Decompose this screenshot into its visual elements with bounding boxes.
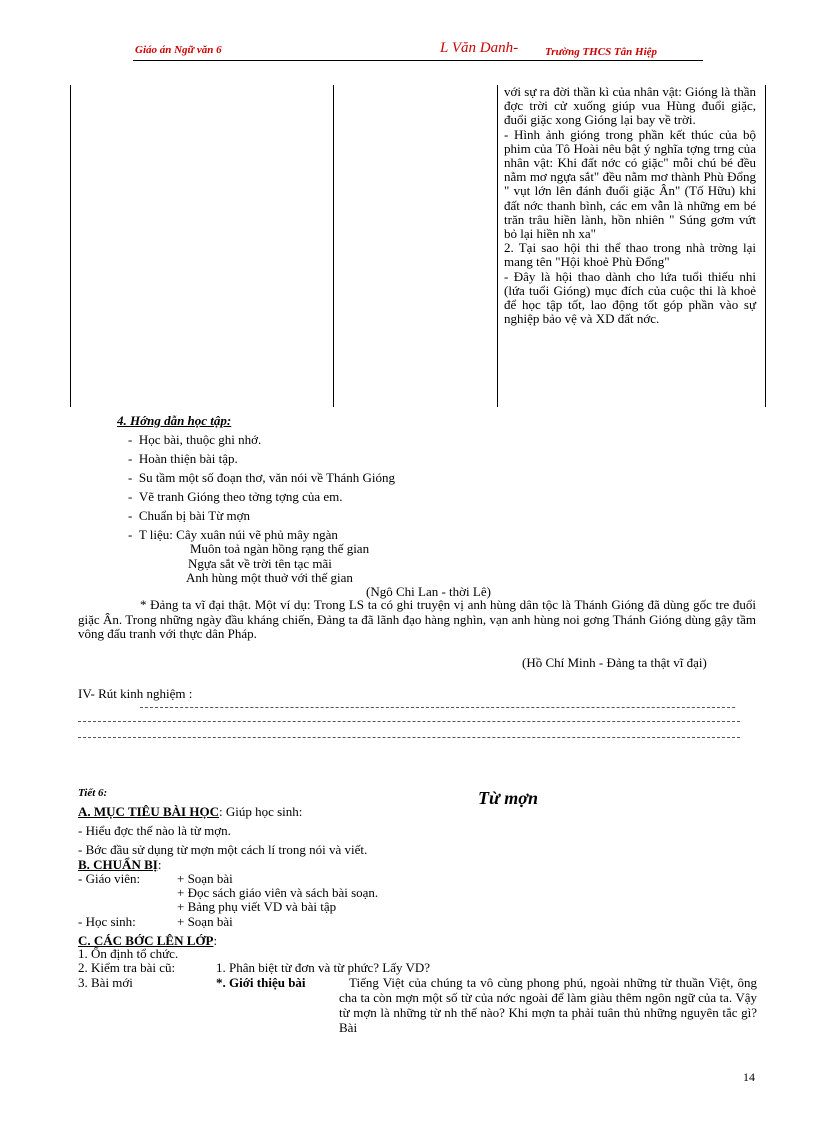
dashed-line — [140, 707, 735, 708]
table-border-left — [70, 85, 71, 407]
list-item: - Học bài, thuộc ghi nhớ. — [128, 432, 262, 447]
teacher-item: + Đọc sách giáo viên và sách bài soạn. — [177, 885, 379, 900]
cell-paragraph: - Hình ảnh gióng trong phần kết thúc của bộ phim của Tô Hoài nêu bật ý nghĩa tợng trng của nhân vật: Khi đất nớc có giặc" mỗi chú bé đều nằm mơ ngựa sắt" đều nằm mơ thành Phù Đổng " vụt lớn lên đánh đuổi giặc Ân" (Tố Hữu) khi đất nớc thanh bình, các em vẫn là những em bé trăn trâu hiền lành, hồn nhiên " Súng gơm vứt bỏ lại hiền nh xa" — [504, 126, 756, 242]
cell-paragraph: 2. Tại sao hội thi thể thao trong nhà trờng lại mang tên "Hội khoẻ Phù Đổng" — [504, 240, 756, 270]
huong-dan-title: 4. Hớng dẫn học tập: — [117, 413, 232, 428]
list-item: - Hoàn thiện bài tập. — [128, 451, 238, 466]
list-item: - Su tầm một số đoạn thơ, văn nói về Thánh Gióng — [128, 470, 395, 485]
quote-source: (Hồ Chí Minh - Đảng ta thật vĩ đại) — [522, 655, 707, 670]
objective-item: - Bớc đầu sử dụng từ mợn một cách lí trong nói và viết. — [78, 842, 368, 857]
dashed-line — [78, 737, 740, 738]
teacher-item: + Soạn bài — [177, 871, 233, 886]
section-b-heading: B. CHUẨN BỊ: — [78, 857, 162, 872]
cell-paragraph: với sự ra đời thần kì của nhân vật: Gióng là thần đợc trời cử xuống giúp vua Hùng đuổi giặc, đuổi giặc xong Gióng lại bay về trời. — [504, 84, 756, 128]
page-number: 14 — [743, 1070, 755, 1084]
header-divider — [133, 60, 703, 61]
section-c-heading: C. CÁC BỚC LÊN LỚP: — [78, 933, 218, 948]
lesson-title: Từ mợn — [478, 788, 538, 808]
table-border-mid — [333, 85, 334, 407]
teacher-item: + Bảng phụ viết VD và bài tập — [177, 899, 337, 914]
student-label: - Học sinh: — [78, 914, 136, 929]
list-item: - Chuẩn bị bài Từ mợn — [128, 508, 251, 523]
huong-dan-list — [128, 432, 748, 543]
quote-paragraph: * Đảng ta vĩ đại thật. Một ví dụ: Trong LS ta có ghi truyện vị anh hùng dân tộc là Thánh Gióng đã dùng gốc tre đuổi giặc Ân. Trong những ngày đầu kháng chiến, Đảng ta đã lãnh đạo hàng nghìn, vạn anh hùng noi gơng Thánh Gióng dùng gậy tầm vông đấu tranh với thực dân Pháp. — [78, 597, 756, 641]
student-item: + Soạn bài — [177, 914, 233, 929]
table-border-right — [765, 85, 766, 407]
poem-source: (Ngô Chi Lan - thời Lê) — [366, 584, 491, 599]
cell-paragraph: - Đây là hội thao dành cho lứa tuổi thiếu nhi (lứa tuổi Gióng) mục đích của cuộc thi là khoẻ để học tập tốt, lao động tốt góp phần vào sự nghiệp bảo vệ và XD đất nớc. — [504, 268, 756, 327]
intro-text: Tiếng Việt của chúng ta vô cùng phong phú, ngoài những từ thuần Việt, ông cha ta còn mợn một số từ của nớc ngoài để làm giàu thêm ngôn ngữ của ta. Vậy từ mợn là những từ nh thế nào? Khi mợn ta phải tuân thủ những nguyên tắc gì? Bài — [339, 975, 757, 1035]
teacher-label: - Giáo viên: — [78, 871, 141, 886]
header-author: L Văn Danh- — [440, 40, 519, 56]
step-1: 1. Ổn định tổ chức. — [78, 946, 179, 961]
list-item: - Vẽ tranh Gióng theo tởng tợng của em. — [128, 489, 343, 504]
rut-kinh-nghiem-label: IV- Rút kinh nghiệm : — [78, 686, 193, 701]
step-2-label: 2. Kiểm tra bài cũ: — [78, 960, 176, 975]
poem-line: Muôn toả ngàn hồng rạng thế gian — [190, 541, 370, 556]
section-a-heading: A. MỤC TIÊU BÀI HỌC: Giúp học sinh: — [78, 804, 303, 819]
dashed-line — [78, 721, 740, 722]
table-border-inner — [497, 85, 498, 407]
list-item: - T liệu: Cây xuân núi vẽ phủ mây ngàn — [128, 527, 338, 542]
poem-line: Anh hùng một thuở với thế gian — [186, 570, 353, 585]
objective-item: - Hiểu đợc thế nào là từ mợn. — [78, 823, 231, 838]
intro-label: *. Giới thiệu bài — [216, 975, 306, 990]
header-left: Giáo án Ngữ văn 6 — [135, 44, 222, 56]
header-school: Trường THCS Tân Hiệp — [545, 46, 658, 58]
poem-line: Ngựa sắt về trời tên tạc mãi — [188, 556, 332, 571]
table-cell-content — [504, 85, 756, 326]
lesson-number: Tiết 6: — [78, 787, 108, 799]
step-2-text: 1. Phân biệt từ đơn và từ phức? Lấy VD? — [216, 960, 431, 975]
step-3-label: 3. Bài mới — [78, 975, 133, 990]
